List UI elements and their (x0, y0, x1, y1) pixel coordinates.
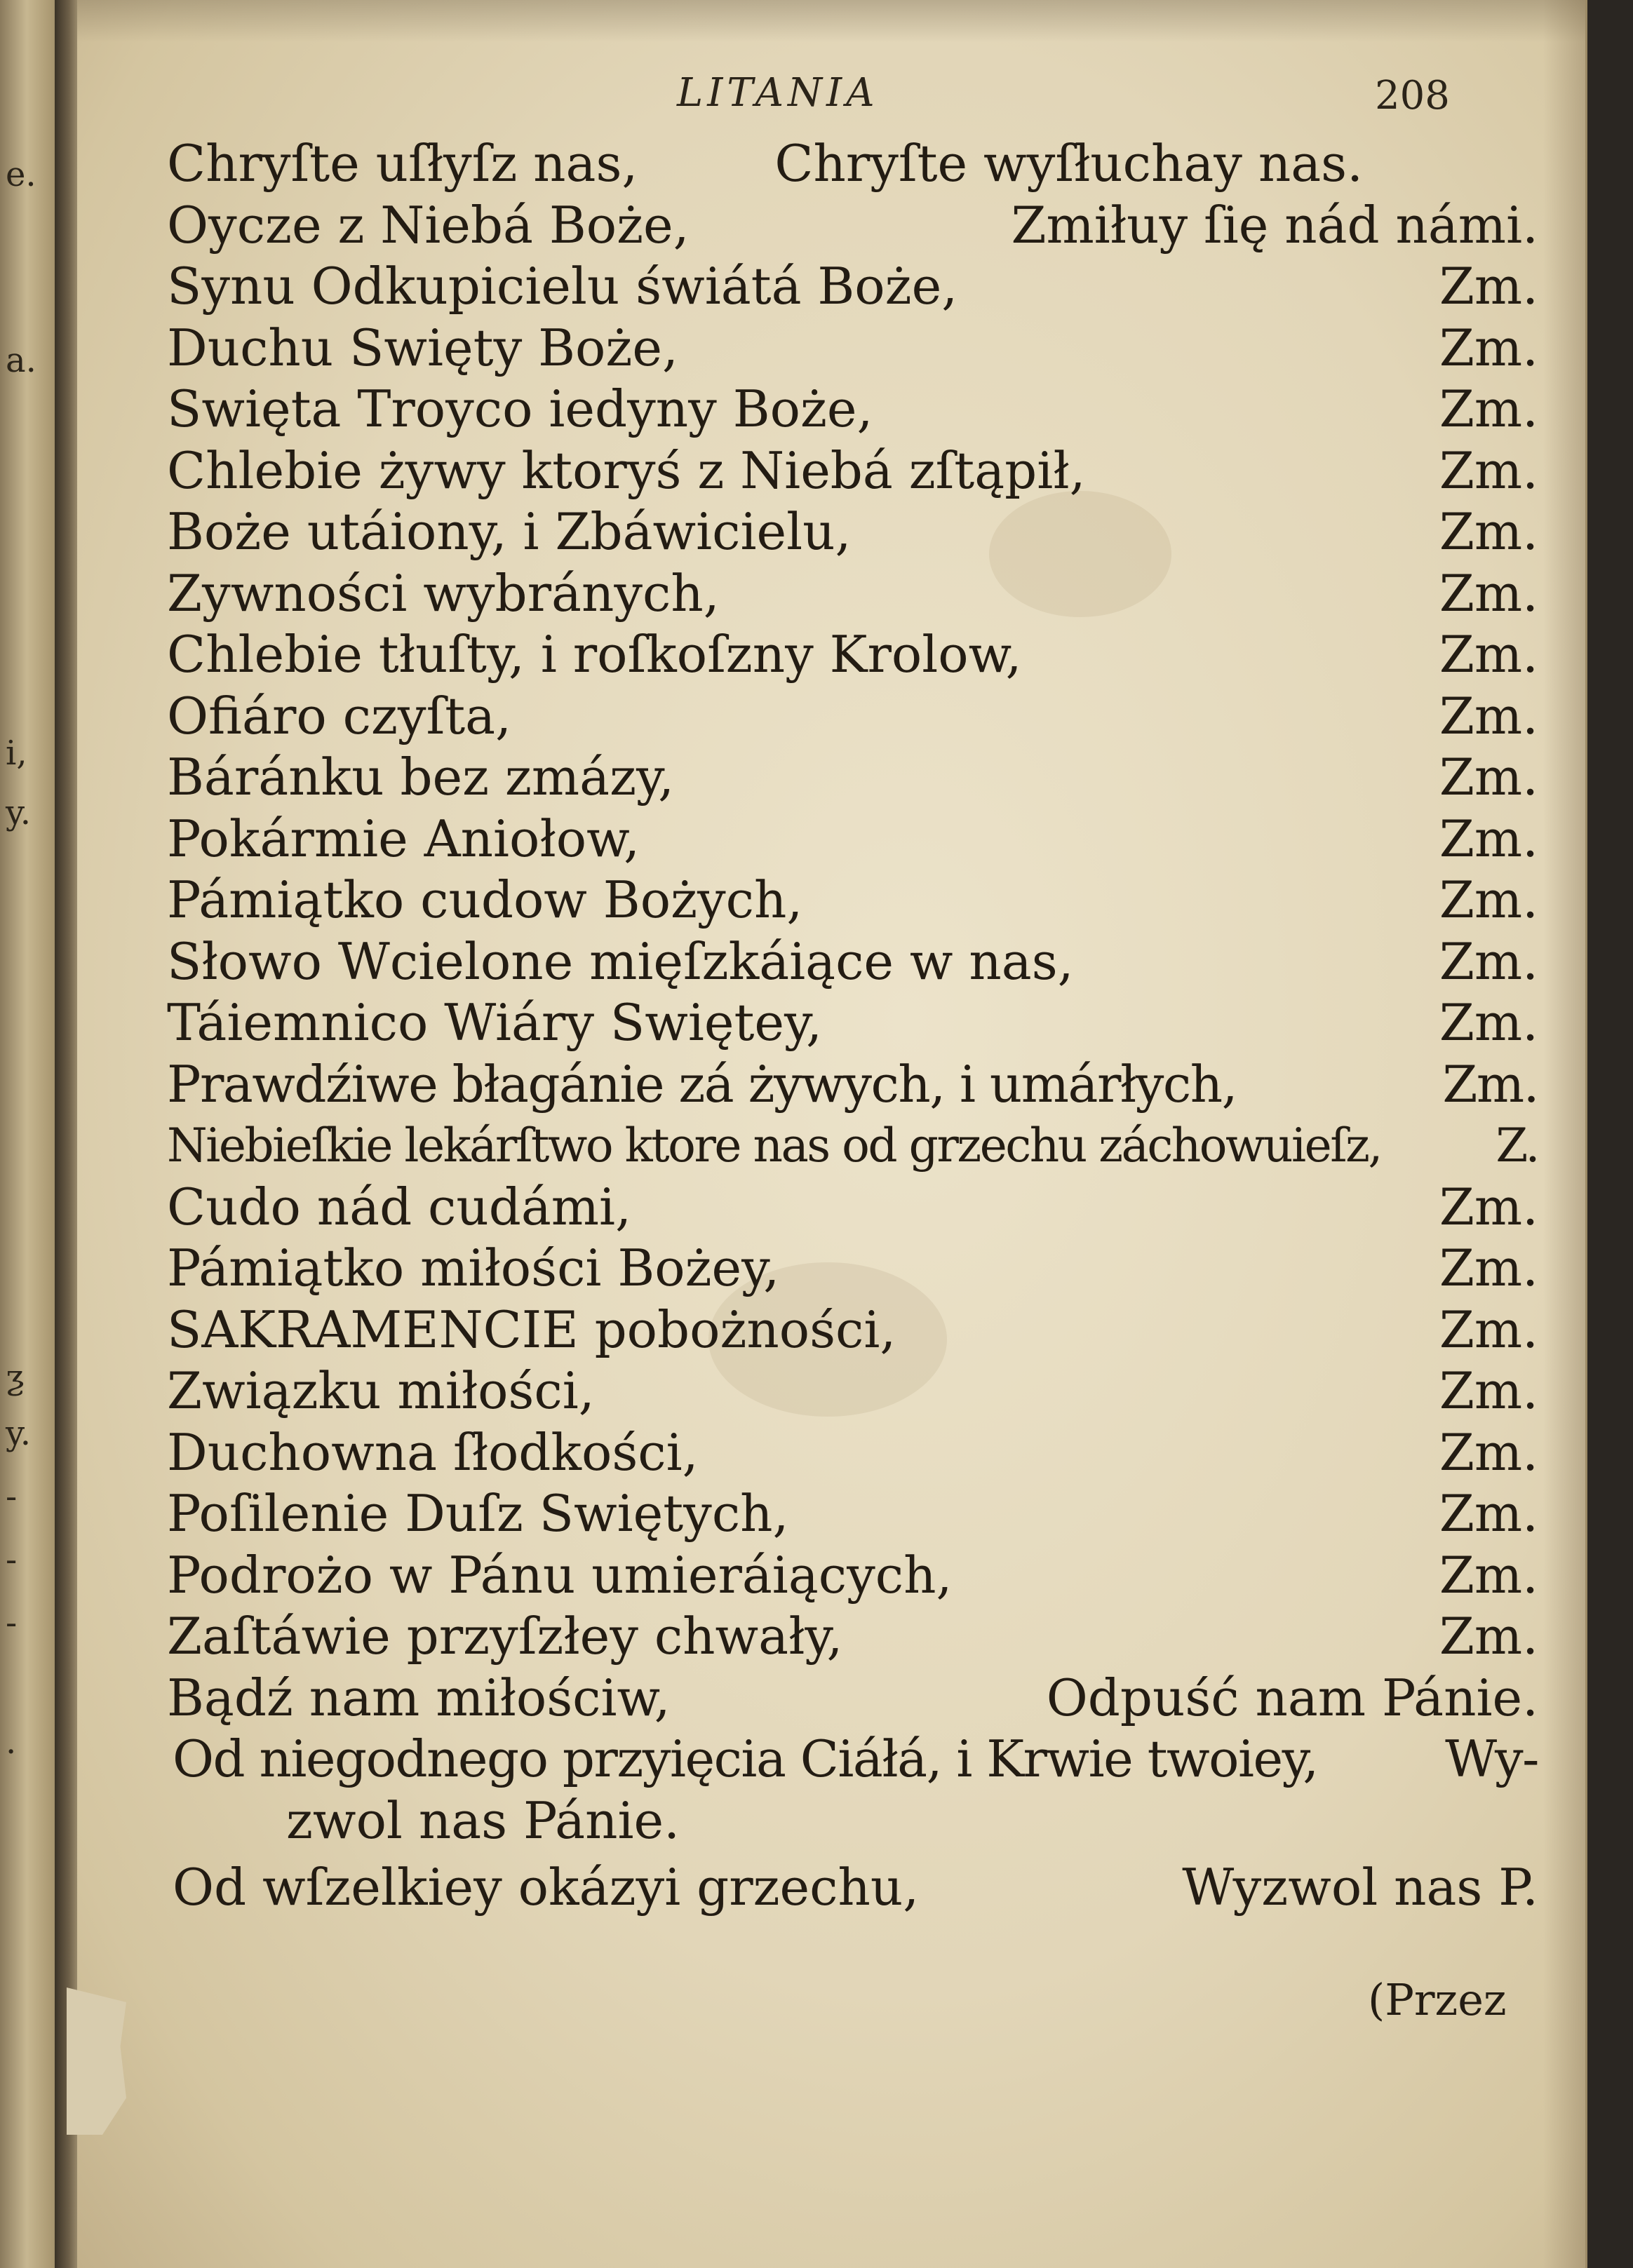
litany-line (167, 870, 1538, 931)
litany-line (167, 1054, 1538, 1116)
invocation: zwol nas Pánie. (286, 1790, 680, 1850)
litany-line (167, 195, 1538, 257)
invocation: Pámiątko cudow Bożych, (167, 870, 803, 929)
response: Zm. (1439, 870, 1538, 929)
facing-page-fragment: y. (6, 1414, 31, 1453)
invocation: Bądź nam miłościw, (167, 1668, 671, 1727)
response: Zm. (1439, 931, 1538, 991)
litany-line-continuation (167, 1790, 1538, 1852)
invocation: Od niegodnego przyięcia Ciáłá, i Krwie twoiey, (173, 1729, 1318, 1788)
running-title: LITANIA (677, 70, 879, 116)
invocation: Chlebie tłuſty, i roſkoſzny Krolow, (167, 625, 1022, 684)
litany-line (167, 563, 1538, 625)
page-shadow (77, 0, 1585, 42)
response: Zm. (1439, 1545, 1538, 1605)
litany-line (167, 1545, 1538, 1607)
litany-line (167, 1483, 1538, 1545)
facing-page-fragment: i, (6, 734, 27, 773)
litany-line (167, 1361, 1538, 1422)
invocation: Pokármie Aniołow, (167, 809, 640, 868)
invocation: Zywności wybránych, (167, 563, 720, 623)
litany-line (167, 992, 1538, 1054)
response: Zm. (1439, 563, 1538, 623)
response: Zm. (1439, 1177, 1538, 1236)
invocation: Ofiáro czyſta, (167, 686, 511, 745)
litany-text (167, 133, 1538, 1919)
litany-line (167, 133, 1538, 195)
response: Zm. (1439, 1484, 1538, 1543)
response: Zmiłuy ſię nád námi. (1011, 195, 1538, 255)
response: Z. (1496, 1119, 1538, 1173)
invocation: Chryſte uſłyſz nas, (167, 134, 638, 193)
response: Zm. (1439, 1422, 1538, 1482)
facing-page-fragment: . (6, 1722, 17, 1762)
litany-line (167, 318, 1538, 379)
litany-line (167, 379, 1538, 440)
litany-line (167, 1422, 1538, 1484)
response: Wyzwol nas P. (1182, 1858, 1538, 1917)
invocation: Synu Odkupicielu świátá Boże, (167, 257, 958, 316)
invocation: Słowo Wcielone mięſzkáiące w nas, (167, 931, 1074, 991)
invocation: Od wſzelkiey okázyi grzechu, (173, 1858, 920, 1917)
torn-paper-chip (67, 1987, 126, 2135)
invocation: Duchowna ſłodkości, (167, 1422, 699, 1482)
response: Zm. (1439, 748, 1538, 806)
invocation: SAKRAMENCIE pobożności, (167, 1300, 896, 1359)
response: Chryſte wyſłuchay nas. (774, 134, 1363, 193)
litany-line (167, 1606, 1538, 1668)
invocation: Duchu Swięty Boże, (167, 318, 678, 377)
response: Zm. (1439, 440, 1538, 500)
facing-page-fragment: - (6, 1540, 18, 1579)
litany-line (167, 1857, 1538, 1919)
response: Zm. (1439, 1607, 1538, 1666)
litany-line (167, 1238, 1538, 1300)
invocation: Cudo nád cudámi, (167, 1177, 631, 1236)
litany-line (167, 501, 1538, 563)
litany-line (167, 624, 1538, 686)
litany-line (167, 931, 1538, 993)
response: Zm. (1439, 1238, 1538, 1297)
invocation: Báránku bez zmázy, (167, 748, 675, 806)
invocation: Prawdźiwe błagánie zá żywych, i umárłych, (167, 1054, 1237, 1114)
response: Zm. (1439, 502, 1538, 561)
response: Zm. (1439, 809, 1538, 868)
response: Odpuść nam Pánie. (1046, 1668, 1538, 1727)
invocation: Niebieſkie lekárſtwo ktore nas od grzechu záchowuieſz, (167, 1119, 1381, 1173)
litany-line (167, 1668, 1538, 1729)
invocation: Zaſtáwie przyſzłey chwały, (167, 1607, 843, 1666)
litany-line (167, 440, 1538, 502)
facing-page-fragment: - (6, 1477, 18, 1516)
invocation: Podrożo w Pánu umieráiących, (167, 1545, 953, 1605)
litany-line (167, 1177, 1538, 1238)
litany-line (167, 1115, 1538, 1177)
response: Zm. (1442, 1054, 1538, 1114)
invocation: Boże utáiony, i Zbáwicielu, (167, 502, 852, 561)
response: Wy- (1445, 1729, 1538, 1788)
litany-line (167, 747, 1538, 809)
litany-line (167, 256, 1538, 318)
facing-page-fragment: ƺ (6, 1358, 25, 1397)
catchword: (Przez (1368, 1974, 1507, 2025)
response: Zm. (1439, 993, 1538, 1052)
litany-line (167, 1300, 1538, 1361)
facing-page-fragment: - (6, 1603, 18, 1642)
response: Zm. (1439, 686, 1538, 745)
page-edge-shadow (1543, 0, 1585, 2268)
invocation: Pámiątko miłości Bożey, (167, 1238, 780, 1297)
litany-line (167, 686, 1538, 748)
invocation: Táiemnico Wiáry Swiętey, (167, 993, 823, 1052)
facing-page-fragment: y. (6, 793, 31, 832)
litany-line (167, 1729, 1538, 1790)
response: Zm. (1439, 1361, 1538, 1420)
invocation: Chlebie żywy ktoryś z Niebá zſtąpił, (167, 440, 1086, 500)
response: Zm. (1439, 1300, 1538, 1359)
response: Zm. (1439, 318, 1538, 377)
response: Zm. (1439, 379, 1538, 438)
page (77, 0, 1587, 2268)
invocation: Oycze z Niebá Boże, (167, 195, 690, 255)
invocation: Poſilenie Duſz Swiętych, (167, 1484, 789, 1543)
litany-line (167, 809, 1538, 870)
page-number: 208 (1375, 73, 1450, 119)
facing-page-fragment: a. (6, 341, 36, 380)
response: Zm. (1439, 625, 1538, 684)
facing-page-fragment: e. (6, 155, 36, 194)
invocation: Związku miłości, (167, 1361, 595, 1420)
response: Zm. (1439, 257, 1538, 316)
invocation: Swięta Troyco iedyny Boże, (167, 379, 873, 438)
